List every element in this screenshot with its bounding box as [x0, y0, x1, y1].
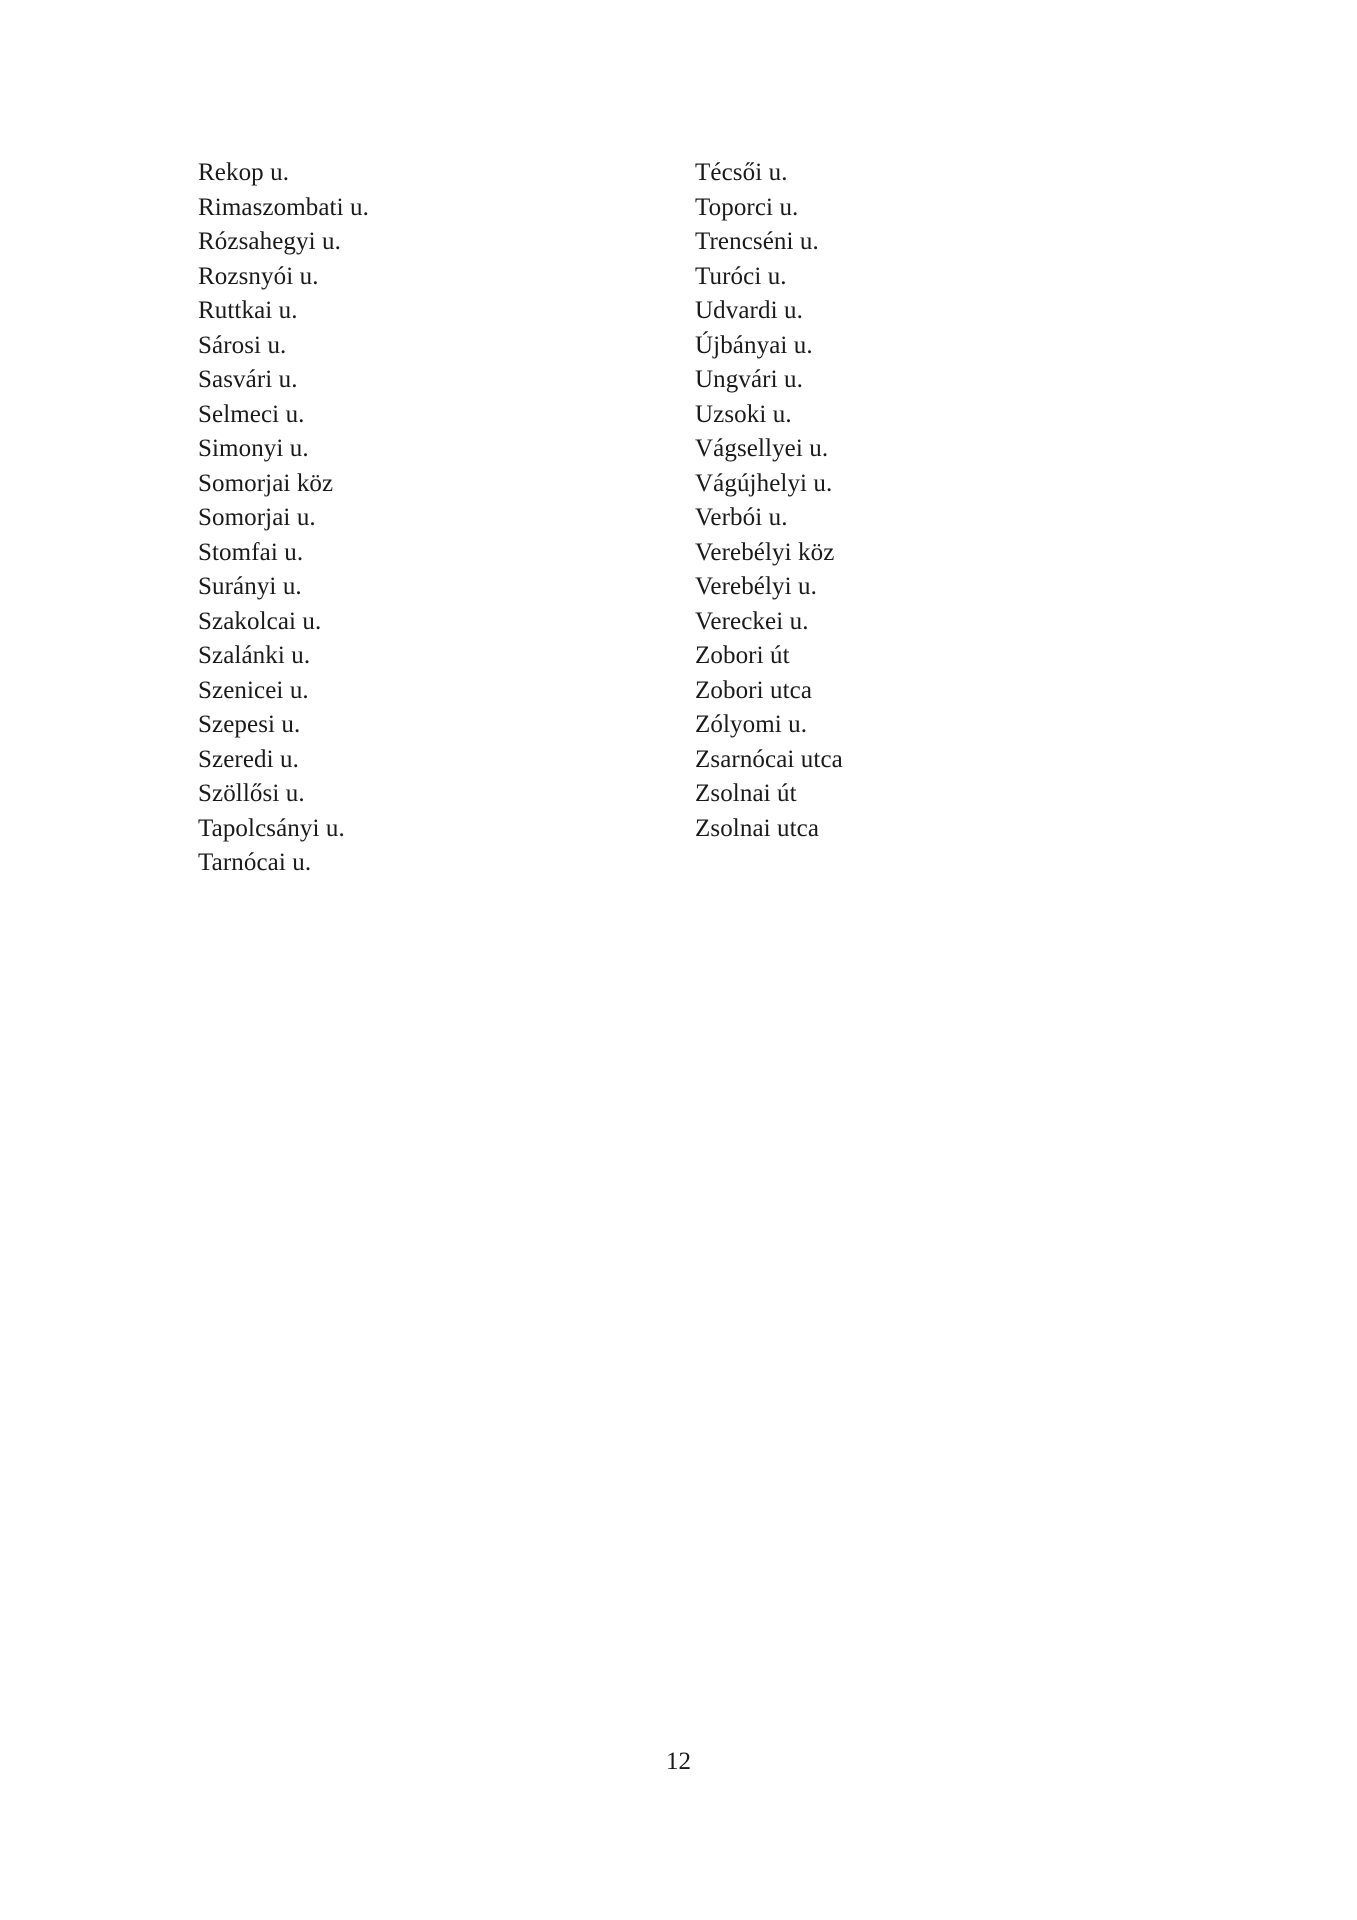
- street-name: Verbói u.: [695, 504, 788, 531]
- street-name: Szepesi u.: [198, 711, 301, 738]
- street-name: Rimaszombati u.: [198, 193, 369, 221]
- street-name: Surányi u.: [198, 573, 302, 600]
- street-name: Turóci u.: [695, 262, 787, 290]
- street-name: Szöllősi u.: [198, 780, 305, 807]
- street-name: Verebélyi köz: [695, 538, 835, 566]
- street-name: Zobori utca: [695, 676, 813, 704]
- street-name: Ungvári u.: [695, 366, 803, 393]
- street-name: Verebélyi u.: [695, 573, 817, 600]
- street-name: Stomfai u.: [198, 538, 304, 566]
- street-name: Ruttkai u.: [198, 297, 298, 324]
- street-name: Tapolcsányi u.: [198, 814, 345, 842]
- street-name: Szenicei u.: [198, 676, 309, 704]
- street-name: Somorjai köz: [198, 469, 334, 497]
- street-name: Tarnócai u.: [198, 849, 312, 876]
- page-number: 12: [666, 1748, 691, 1775]
- street-name: Toporci u.: [695, 193, 799, 221]
- street-name: Trencséni u.: [695, 228, 819, 255]
- street-name: Szakolcai u.: [198, 607, 322, 635]
- street-name: Uzsoki u.: [695, 400, 792, 428]
- street-name: Szeredi u.: [198, 745, 299, 773]
- street-name: Vágújhelyi u.: [695, 469, 833, 497]
- street-name: Rozsnyói u.: [198, 262, 319, 290]
- street-name: Sárosi u.: [198, 331, 287, 359]
- street-list-right-column: [695, 156, 843, 846]
- street-name: Udvardi u.: [695, 297, 803, 324]
- street-name: Rózsahegyi u.: [198, 228, 341, 255]
- street-name: Újbányai u.: [695, 331, 813, 359]
- street-name: Rekop u.: [198, 159, 290, 186]
- street-name: Vágsellyei u.: [695, 435, 829, 462]
- street-name: Vereckei u.: [695, 607, 809, 635]
- street-name: Somorjai u.: [198, 504, 316, 531]
- street-name: Zsarnócai utca: [695, 745, 843, 773]
- street-name: Sasvári u.: [198, 366, 298, 393]
- street-name: Técsői u.: [695, 159, 788, 186]
- street-name: Selmeci u.: [198, 400, 305, 428]
- street-name: Zsolnai utca: [695, 814, 820, 842]
- street-name: Simonyi u.: [198, 435, 309, 462]
- street-name: Zobori út: [695, 642, 790, 669]
- street-name: Zsolnai út: [695, 780, 797, 807]
- street-list-left-column: [198, 156, 369, 881]
- street-name: Zólyomi u.: [695, 711, 808, 738]
- street-name: Szalánki u.: [198, 642, 311, 669]
